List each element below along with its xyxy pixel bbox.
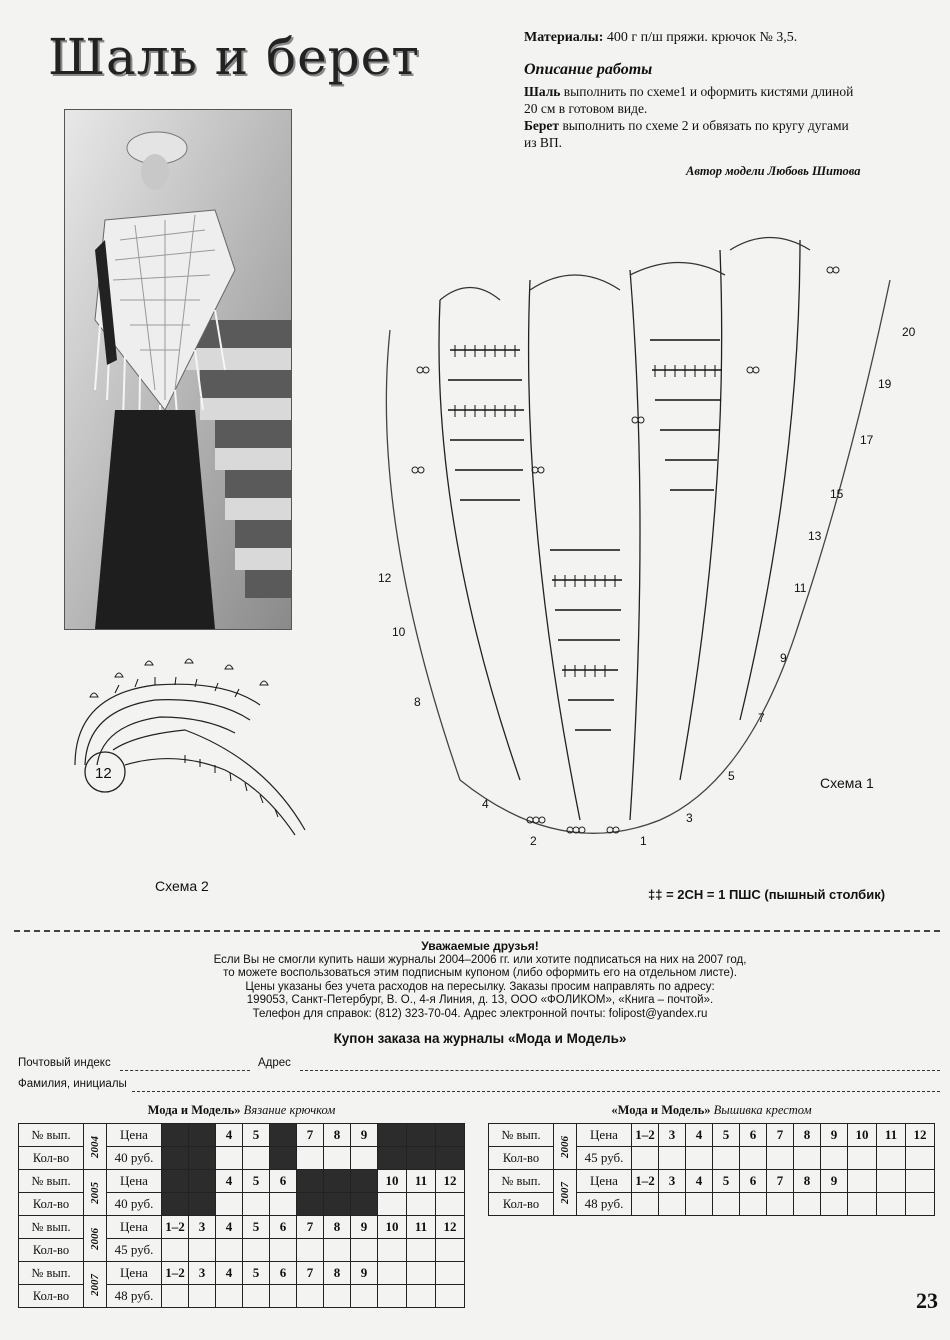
issue-number-cell: 7 xyxy=(297,1216,324,1239)
quantity-input-cell[interactable] xyxy=(216,1147,243,1170)
quantity-input-cell[interactable] xyxy=(407,1193,436,1216)
issue-number-cell: 1–2 xyxy=(162,1216,189,1239)
empty-cell xyxy=(906,1193,935,1216)
quantity-input-cell[interactable] xyxy=(270,1239,297,1262)
issue-number-cell: 6 xyxy=(740,1170,767,1193)
quantity-input-cell[interactable] xyxy=(162,1285,189,1308)
issue-number-cell: 10 xyxy=(848,1124,877,1147)
quantity-input-cell[interactable] xyxy=(659,1193,686,1216)
price-value: 40 руб. xyxy=(107,1147,162,1170)
price-label: Цена xyxy=(577,1124,632,1147)
issue-number-cell xyxy=(436,1262,465,1285)
unavailable-quantity-cell xyxy=(162,1193,189,1216)
issue-number-cell: 6 xyxy=(740,1124,767,1147)
issue-number-cell: 5 xyxy=(243,1170,270,1193)
quantity-input-cell[interactable] xyxy=(632,1147,659,1170)
order-table-cross-stitch xyxy=(488,1103,935,1216)
unavailable-issue-cell xyxy=(189,1170,216,1193)
price-label: Цена xyxy=(577,1170,632,1193)
issue-number-cell: 8 xyxy=(324,1262,351,1285)
quantity-input-cell[interactable] xyxy=(378,1239,407,1262)
issue-number-cell: 6 xyxy=(270,1262,297,1285)
schema-2-label: Схема 2 xyxy=(155,878,209,894)
issue-number-cell: 7 xyxy=(767,1124,794,1147)
legend-text: = 2СН = 1 ПШС (пышный столбик) xyxy=(666,887,886,902)
issue-label: № вып. xyxy=(19,1170,84,1193)
issue-number-cell: 6 xyxy=(270,1216,297,1239)
row-number: 10 xyxy=(392,625,406,639)
unavailable-quantity-cell xyxy=(162,1147,189,1170)
materials-value: 400 г п/ш пряжи. крючок № 3,5. xyxy=(606,30,798,45)
year-cell xyxy=(84,1262,107,1308)
quantity-input-cell[interactable] xyxy=(243,1239,270,1262)
table-grid xyxy=(488,1123,935,1216)
row-number: 15 xyxy=(830,487,844,501)
price-value: 45 руб. xyxy=(107,1239,162,1262)
issue-number-cell: 8 xyxy=(324,1124,351,1147)
quantity-input-cell[interactable] xyxy=(189,1285,216,1308)
quantity-input-cell[interactable] xyxy=(243,1193,270,1216)
postcode-field[interactable] xyxy=(120,1070,250,1071)
issue-number-cell: 4 xyxy=(686,1124,713,1147)
page-title: Шаль и берет xyxy=(48,28,420,86)
issue-label: № вып. xyxy=(19,1124,84,1147)
issue-number-cell: 4 xyxy=(216,1124,243,1147)
notice-line: то можете воспользоваться этим подписным купоном (либо оформить его на отдельном листе). xyxy=(223,967,737,979)
issue-number-cell: 9 xyxy=(351,1124,378,1147)
quantity-input-cell[interactable] xyxy=(378,1193,407,1216)
beret-word: Берет xyxy=(524,118,560,133)
row-number: 8 xyxy=(414,695,421,709)
issue-number-cell: 12 xyxy=(906,1124,935,1147)
quantity-label: Кол-во xyxy=(19,1193,84,1216)
issue-number-cell: 5 xyxy=(713,1170,740,1193)
price-label: Цена xyxy=(107,1216,162,1239)
quantity-input-cell[interactable] xyxy=(297,1147,324,1170)
unavailable-issue-cell xyxy=(436,1124,465,1147)
year-label: 2006 xyxy=(559,1135,571,1158)
shawl-text: выполнить по схеме1 и оформить кистями длиной 20 см в готовом виде. xyxy=(524,84,854,116)
notice-line: 199053, Санкт-Петербург, В. О., 4-я Линия, д. 13, ООО «ФОЛИКОМ», «Книга – почтой». xyxy=(246,994,714,1006)
quantity-input-cell[interactable] xyxy=(351,1285,378,1308)
row-number: 7 xyxy=(758,711,765,725)
year-cell xyxy=(554,1124,577,1170)
center-count: 12 xyxy=(95,765,112,782)
issue-number-cell: 3 xyxy=(189,1262,216,1285)
issue-number-cell: 7 xyxy=(297,1262,324,1285)
quantity-input-cell[interactable] xyxy=(351,1147,378,1170)
double-stitch-icon: ‡‡ xyxy=(648,887,663,902)
notice-heading: Уважаемые друзья! xyxy=(421,939,539,953)
year-cell xyxy=(84,1216,107,1262)
empty-cell xyxy=(436,1285,465,1308)
quantity-input-cell[interactable] xyxy=(189,1239,216,1262)
quantity-input-cell[interactable] xyxy=(216,1239,243,1262)
quantity-input-cell[interactable] xyxy=(877,1147,906,1170)
issue-row xyxy=(19,1170,465,1193)
year-label: 2006 xyxy=(89,1227,101,1250)
quantity-input-cell[interactable] xyxy=(162,1239,189,1262)
quantity-input-cell[interactable] xyxy=(659,1147,686,1170)
schema-1-crochet-chart xyxy=(330,220,930,860)
unavailable-quantity-cell xyxy=(351,1193,378,1216)
unavailable-quantity-cell xyxy=(378,1147,407,1170)
empty-cell xyxy=(848,1193,877,1216)
cut-line xyxy=(14,930,940,932)
price-value: 48 руб. xyxy=(107,1285,162,1308)
quantity-input-cell[interactable] xyxy=(767,1193,794,1216)
issue-number-cell: 11 xyxy=(877,1124,906,1147)
quantity-input-cell[interactable] xyxy=(821,1147,848,1170)
row-number: 4 xyxy=(482,797,489,811)
unavailable-quantity-cell xyxy=(297,1193,324,1216)
row-number: 11 xyxy=(794,581,807,595)
price-value: 40 руб. xyxy=(107,1193,162,1216)
issue-row xyxy=(489,1124,935,1147)
quantity-input-cell[interactable] xyxy=(794,1193,821,1216)
postcode-label: Почтовый индекс xyxy=(18,1057,111,1069)
materials-text xyxy=(524,30,797,46)
issue-number-cell: 5 xyxy=(713,1124,740,1147)
empty-cell xyxy=(407,1285,436,1308)
quantity-input-cell[interactable] xyxy=(794,1147,821,1170)
issue-number-cell: 1–2 xyxy=(162,1262,189,1285)
unavailable-quantity-cell xyxy=(189,1147,216,1170)
issue-number-cell: 1–2 xyxy=(632,1124,659,1147)
quantity-label: Кол-во xyxy=(19,1147,84,1170)
page-number: 23 xyxy=(916,1288,938,1313)
notice-line: Если Вы не смогли купить наши журналы 2004–2006 гг. или хотите подписаться на них на 2007 год, xyxy=(213,953,747,966)
quantity-input-cell[interactable] xyxy=(740,1193,767,1216)
issue-number-cell xyxy=(378,1262,407,1285)
issue-label: № вып. xyxy=(489,1170,554,1193)
quantity-input-cell[interactable] xyxy=(767,1147,794,1170)
issue-row xyxy=(19,1262,465,1285)
unavailable-quantity-cell xyxy=(189,1193,216,1216)
year-label: 2004 xyxy=(89,1135,101,1158)
table-title: «Мода и Модель» xyxy=(611,1103,711,1117)
quantity-input-cell[interactable] xyxy=(436,1193,465,1216)
row-number: 3 xyxy=(686,811,693,825)
issue-number-cell: 9 xyxy=(821,1170,848,1193)
materials-label: Материалы: xyxy=(524,30,604,45)
unavailable-issue-cell xyxy=(407,1124,436,1147)
row-number: 19 xyxy=(878,377,892,391)
table-caption xyxy=(18,1103,465,1123)
quantity-input-cell[interactable] xyxy=(351,1239,378,1262)
quantity-input-cell[interactable] xyxy=(216,1285,243,1308)
issue-number-cell: 8 xyxy=(794,1170,821,1193)
table-caption xyxy=(488,1103,935,1123)
quantity-input-cell[interactable] xyxy=(632,1193,659,1216)
quantity-input-cell[interactable] xyxy=(740,1147,767,1170)
issue-number-cell: 11 xyxy=(407,1170,436,1193)
issue-number-cell: 5 xyxy=(243,1262,270,1285)
table-title: Мода и Модель» xyxy=(147,1103,241,1117)
issue-number-cell xyxy=(848,1170,877,1193)
table-subtitle: Вязание крючком xyxy=(243,1103,336,1117)
issue-number-cell: 10 xyxy=(378,1216,407,1239)
schema-2-crochet-chart xyxy=(55,655,320,855)
description-heading: Описание работы xyxy=(524,61,653,78)
issue-number-cell: 7 xyxy=(767,1170,794,1193)
row-number: 13 xyxy=(808,529,822,543)
issue-number-cell: 9 xyxy=(351,1262,378,1285)
issue-number-cell xyxy=(407,1262,436,1285)
quantity-input-cell[interactable] xyxy=(324,1147,351,1170)
unavailable-issue-cell xyxy=(270,1124,297,1147)
issue-number-cell: 7 xyxy=(297,1124,324,1147)
year-label: 2005 xyxy=(89,1181,101,1204)
quantity-label: Кол-во xyxy=(489,1147,554,1170)
description-text xyxy=(524,83,864,151)
beret-text: выполнить по схеме 2 и обвязать по кругу дугами из ВП. xyxy=(524,118,849,150)
quantity-input-cell[interactable] xyxy=(906,1147,935,1170)
year-cell xyxy=(84,1170,107,1216)
quantity-input-cell[interactable] xyxy=(686,1193,713,1216)
issue-number-cell: 9 xyxy=(351,1216,378,1239)
price-label: Цена xyxy=(107,1262,162,1285)
year-cell xyxy=(554,1170,577,1216)
row-number: 9 xyxy=(780,651,787,665)
quantity-input-cell[interactable] xyxy=(686,1147,713,1170)
issue-number-cell: 5 xyxy=(243,1124,270,1147)
issue-number-cell: 3 xyxy=(659,1124,686,1147)
quantity-input-cell[interactable] xyxy=(848,1147,877,1170)
issue-number-cell: 5 xyxy=(243,1216,270,1239)
issue-number-cell: 6 xyxy=(270,1170,297,1193)
price-value: 45 руб. xyxy=(577,1147,632,1170)
unavailable-quantity-cell xyxy=(324,1193,351,1216)
unavailable-quantity-cell xyxy=(436,1147,465,1170)
quantity-input-cell[interactable] xyxy=(270,1285,297,1308)
empty-cell xyxy=(877,1193,906,1216)
issue-number-cell: 11 xyxy=(407,1216,436,1239)
issue-number-cell: 3 xyxy=(659,1170,686,1193)
quantity-input-cell[interactable] xyxy=(216,1193,243,1216)
row-number: 5 xyxy=(728,769,735,783)
issue-number-cell: 4 xyxy=(216,1216,243,1239)
quantity-input-cell[interactable] xyxy=(713,1193,740,1216)
quantity-label: Кол-во xyxy=(489,1193,554,1216)
quantity-input-cell[interactable] xyxy=(407,1239,436,1262)
issue-number-cell: 4 xyxy=(216,1262,243,1285)
year-label: 2007 xyxy=(89,1273,101,1296)
price-label: Цена xyxy=(107,1170,162,1193)
table-subtitle: Вышивка крестом xyxy=(713,1103,812,1117)
issue-number-cell: 12 xyxy=(436,1170,465,1193)
issue-row xyxy=(489,1170,935,1193)
quantity-label: Кол-во xyxy=(19,1239,84,1262)
row-number: 12 xyxy=(378,571,392,585)
address-label: Адрес xyxy=(258,1057,291,1069)
issue-number-cell xyxy=(877,1170,906,1193)
subscription-notice xyxy=(120,940,840,1021)
notice-line: Цены указаны без учета расходов на пересылку. Заказы просим направлять по адресу: xyxy=(245,980,715,993)
stitch-legend xyxy=(648,887,885,902)
unavailable-issue-cell xyxy=(189,1124,216,1147)
unavailable-issue-cell xyxy=(378,1124,407,1147)
empty-cell xyxy=(378,1285,407,1308)
unavailable-issue-cell xyxy=(297,1170,324,1193)
unavailable-quantity-cell xyxy=(270,1147,297,1170)
issue-row xyxy=(19,1216,465,1239)
year-cell xyxy=(84,1124,107,1170)
model-photo xyxy=(64,109,292,630)
issue-number-cell: 3 xyxy=(189,1216,216,1239)
issue-number-cell: 4 xyxy=(216,1170,243,1193)
issue-number-cell: 8 xyxy=(794,1124,821,1147)
issue-number-cell: 8 xyxy=(324,1216,351,1239)
row-number: 1 xyxy=(640,834,647,848)
issue-number-cell: 1–2 xyxy=(632,1170,659,1193)
schema-1-label: Схема 1 xyxy=(820,775,874,791)
address-field[interactable] xyxy=(300,1070,940,1071)
notice-line: Телефон для справок: (812) 323-70-04. Адрес электронной почты: folipost@yandex.ru xyxy=(252,1007,708,1020)
quantity-input-cell[interactable] xyxy=(821,1193,848,1216)
unavailable-issue-cell xyxy=(351,1170,378,1193)
row-number: 17 xyxy=(860,433,874,447)
coupon-title: Купон заказа на журналы «Мода и Модель» xyxy=(333,1031,627,1046)
table-grid xyxy=(18,1123,465,1308)
unavailable-quantity-cell xyxy=(407,1147,436,1170)
model-photo-illustration xyxy=(65,110,291,629)
year-label: 2007 xyxy=(559,1181,571,1204)
issue-number-cell: 9 xyxy=(821,1124,848,1147)
quantity-input-cell[interactable] xyxy=(297,1239,324,1262)
name-label: Фамилия, инициалы xyxy=(18,1078,127,1090)
price-label: Цена xyxy=(107,1124,162,1147)
quantity-label: Кол-во xyxy=(19,1285,84,1308)
unavailable-issue-cell xyxy=(162,1124,189,1147)
issue-row xyxy=(19,1124,465,1147)
price-value: 48 руб. xyxy=(577,1193,632,1216)
quantity-input-cell[interactable] xyxy=(270,1193,297,1216)
issue-label: № вып. xyxy=(19,1262,84,1285)
quantity-input-cell[interactable] xyxy=(713,1147,740,1170)
unavailable-issue-cell xyxy=(162,1170,189,1193)
name-field[interactable] xyxy=(132,1091,940,1092)
issue-label: № вып. xyxy=(19,1216,84,1239)
issue-number-cell: 4 xyxy=(686,1170,713,1193)
author-credit: Автор модели Любовь Шитова xyxy=(686,164,861,178)
quantity-input-cell[interactable] xyxy=(436,1239,465,1262)
row-number: 2 xyxy=(530,834,537,848)
issue-number-cell: 10 xyxy=(378,1170,407,1193)
shawl-word: Шаль xyxy=(524,84,561,99)
row-number: 20 xyxy=(902,325,916,339)
issue-number-cell: 12 xyxy=(436,1216,465,1239)
quantity-input-cell[interactable] xyxy=(324,1239,351,1262)
quantity-input-cell[interactable] xyxy=(243,1147,270,1170)
unavailable-issue-cell xyxy=(324,1170,351,1193)
quantity-input-cell[interactable] xyxy=(324,1285,351,1308)
issue-number-cell xyxy=(906,1170,935,1193)
issue-label: № вып. xyxy=(489,1124,554,1147)
quantity-input-cell[interactable] xyxy=(243,1285,270,1308)
order-table-crochet xyxy=(18,1103,465,1308)
quantity-input-cell[interactable] xyxy=(297,1285,324,1308)
